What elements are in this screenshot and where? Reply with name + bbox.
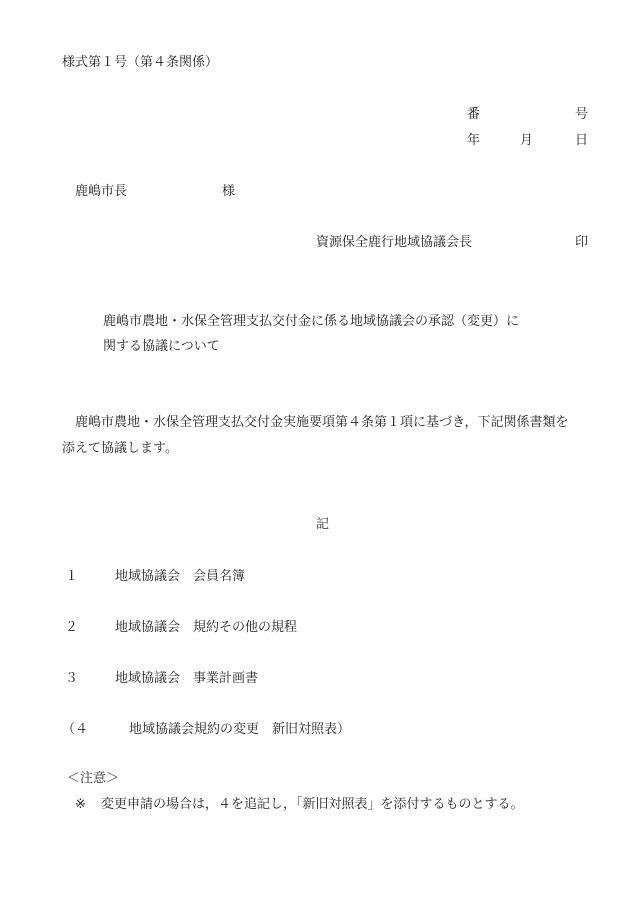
reference-number-suffix: 号 <box>575 107 589 122</box>
note-text: 変更申請の場合は，４を追記し，「新旧対照表」を添付するものとする。 <box>101 797 524 812</box>
sender-name: 資源保全鹿行地域協議会長 <box>316 235 473 250</box>
ki-heading: 記 <box>316 517 330 532</box>
date-day-label: 日 <box>575 133 589 148</box>
note-asterisk-icon: ※ <box>75 797 86 812</box>
reference-number-label: 番 <box>467 107 481 122</box>
list-item: 地域協議会 会員名簿 <box>115 569 246 584</box>
addressee-name: 鹿嶋市長 <box>75 184 128 199</box>
body-line-1: 鹿嶋市農地・水保全管理支払交付金実施要項第４条第１項に基づき，下記関係書類を <box>75 415 569 430</box>
list-item-number: １ <box>65 569 79 584</box>
date-month-label: 月 <box>520 133 534 148</box>
body-line-2: 添えて協議します。 <box>62 441 178 456</box>
form-label: 様式第１号（第４条関係） <box>62 55 219 70</box>
subject-line-1: 鹿嶋市農地・水保全管理支払交付金に係る地域協議会の承認（変更）に <box>103 314 520 329</box>
list-item-number: ２ <box>65 620 79 635</box>
addressee-honorific: 様 <box>222 184 236 199</box>
list-item-number: ３ <box>65 671 79 686</box>
seal-mark: 印 <box>575 235 589 250</box>
list-item: 地域協議会規約の変更 新旧対照表） <box>129 722 351 737</box>
list-item: 地域協議会 規約その他の規程 <box>115 620 298 635</box>
date-year-label: 年 <box>467 133 481 148</box>
list-item-number: （４ <box>62 722 89 737</box>
list-item: 地域協議会 事業計画書 <box>115 671 259 686</box>
subject-line-2: 関する協議について <box>103 339 220 354</box>
note-title: ＜注意＞ <box>67 771 120 786</box>
